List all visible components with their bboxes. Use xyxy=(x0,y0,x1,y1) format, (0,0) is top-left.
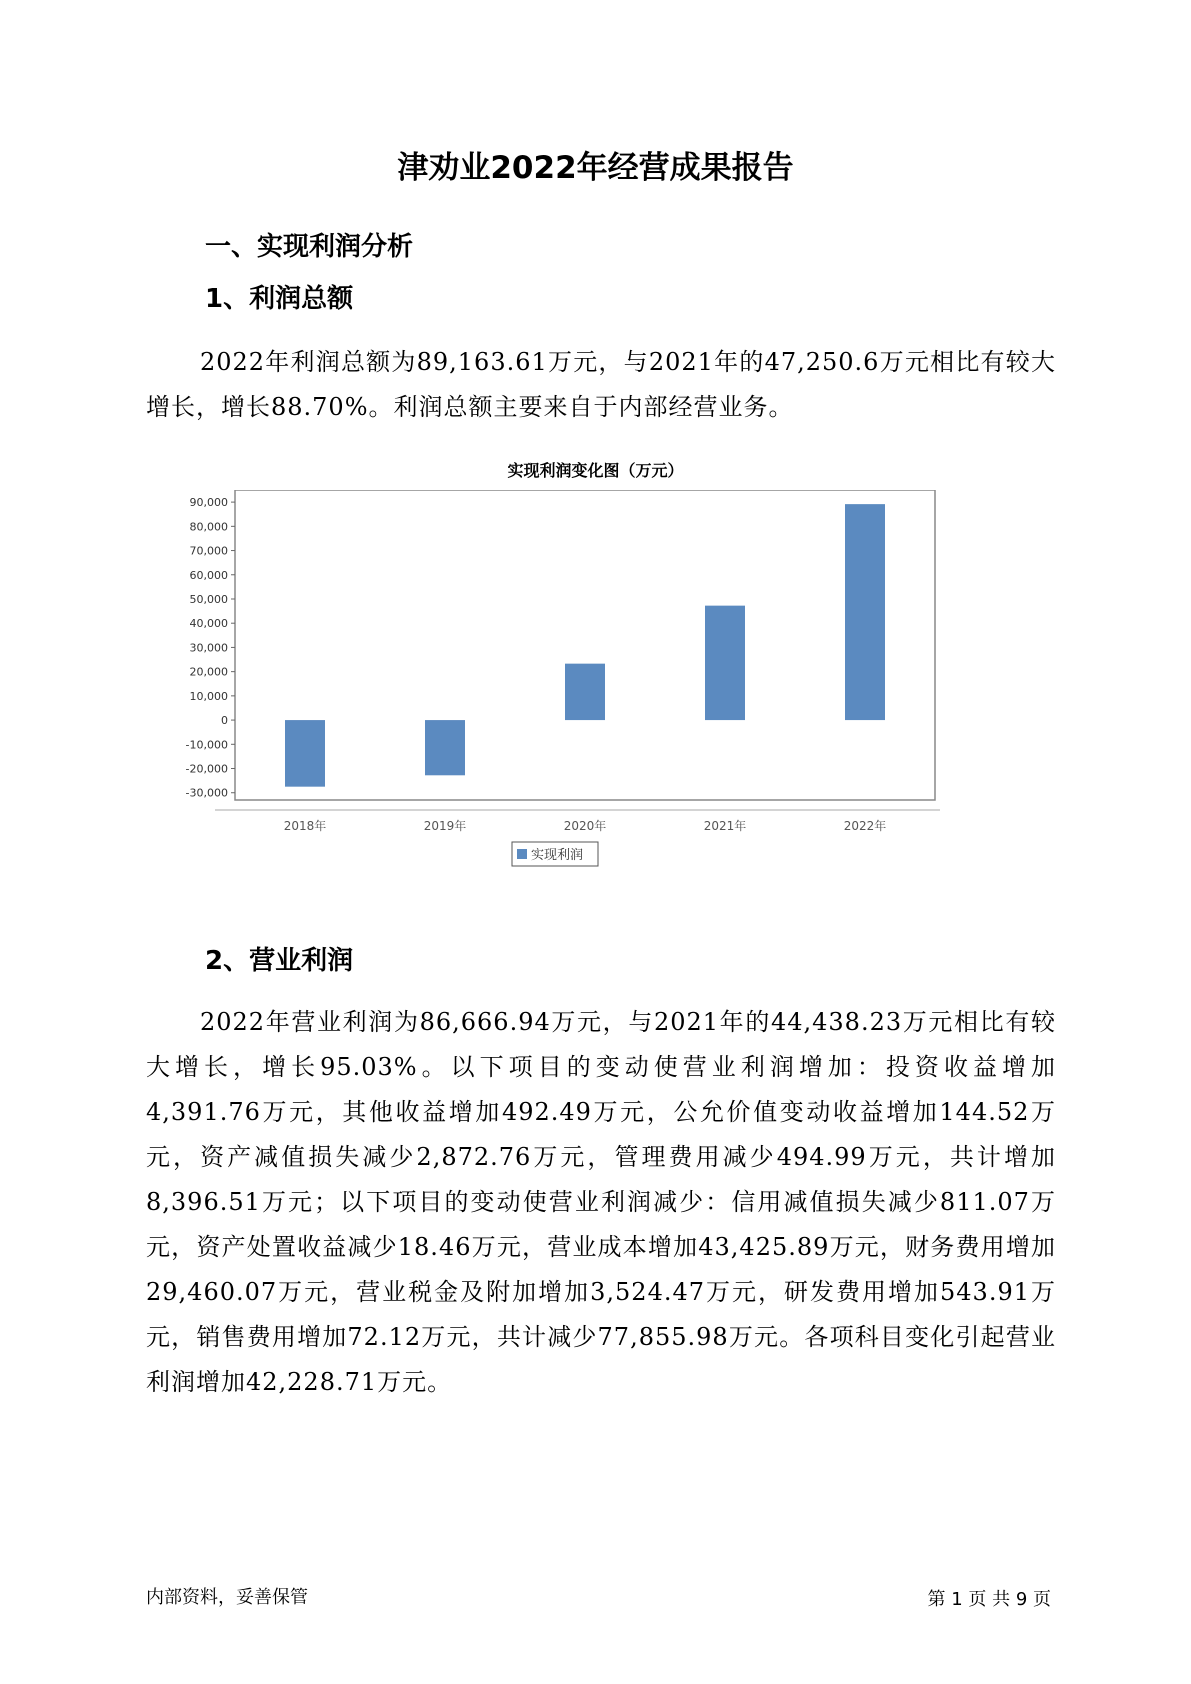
bar-2019年 xyxy=(425,720,465,775)
bar-2021年 xyxy=(705,606,745,720)
footer-page-number: 第 1 页 共 9 页 xyxy=(927,1589,1051,1610)
y-tick-label: 70,000 xyxy=(189,544,228,558)
bar-2020年 xyxy=(565,664,605,720)
legend-label: 实现利润 xyxy=(531,848,584,863)
y-tick-label: 20,000 xyxy=(189,665,228,679)
y-tick-label: -20,000 xyxy=(185,762,228,776)
x-tick-label: 2020年 xyxy=(563,819,607,833)
y-tick-label: -30,000 xyxy=(185,786,228,800)
x-tick-label: 2022年 xyxy=(843,819,887,833)
footer-confidential-note: 内部资料，妥善保管 xyxy=(146,1587,308,1608)
x-tick-label: 2021年 xyxy=(703,819,747,833)
legend-swatch xyxy=(517,849,527,859)
document-title: 津劝业2022年经营成果报告 xyxy=(397,150,794,186)
y-tick-label: 50,000 xyxy=(189,592,228,606)
paragraph-total-profit: 2022年利润总额为89,163.61万元，与2021年的47,250.6万元相比有较大增长，增长88.70%。利润总额主要来自于内部经营业务。 xyxy=(146,348,1056,421)
y-tick-label: 90,000 xyxy=(189,496,228,510)
y-tick-label: 0 xyxy=(221,714,228,728)
x-tick-label: 2018年 xyxy=(283,819,327,833)
y-tick-label: -10,000 xyxy=(185,738,228,752)
y-tick-label: 40,000 xyxy=(189,617,228,631)
chart-title: 实现利润变化图（万元） xyxy=(507,461,684,480)
profit-bar-chart xyxy=(160,490,1040,920)
y-tick-label: 30,000 xyxy=(189,641,228,655)
subsection-heading-total-profit: 1、利润总额 xyxy=(205,284,354,314)
y-tick-label: 80,000 xyxy=(189,520,228,534)
plot-area xyxy=(235,490,935,800)
subsection-heading-operating-profit: 2、营业利润 xyxy=(205,946,354,976)
x-tick-label: 2019年 xyxy=(423,819,467,833)
section-heading-profit-analysis: 一、实现利润分析 xyxy=(205,232,414,262)
paragraph-operating-profit: 2022年营业利润为86,666.94万元，与2021年的44,438.23万元相比有较大增长，增长95.03%。以下项目的变动使营业利润增加：投资收益增加4,391.76万元，其他收益增加492.49万元，公允价值变动收益增加144.52万元，资产减值损失减少2,872.76万元，管理费用减少494.99万元，共计增加8,396.51万元；以下项目的变动使营业利润减少：信用减值损失减少811.07万元，资产处置收益减少18.46万元，营业成本增加43,425.89万元，财务费用增加29,460.07万元，营业税金及附加增加3,524.47万元，研发费用增加543.91万元，销售费用增加72.12万元，共计减少77,855.98万元。各项科目变化引起营业利润增加42,228.71万元。 xyxy=(146,1008,1056,1396)
bar-2022年 xyxy=(845,504,885,720)
bar-2018年 xyxy=(285,720,325,787)
y-tick-label: 60,000 xyxy=(189,568,228,582)
y-tick-label: 10,000 xyxy=(189,689,228,703)
